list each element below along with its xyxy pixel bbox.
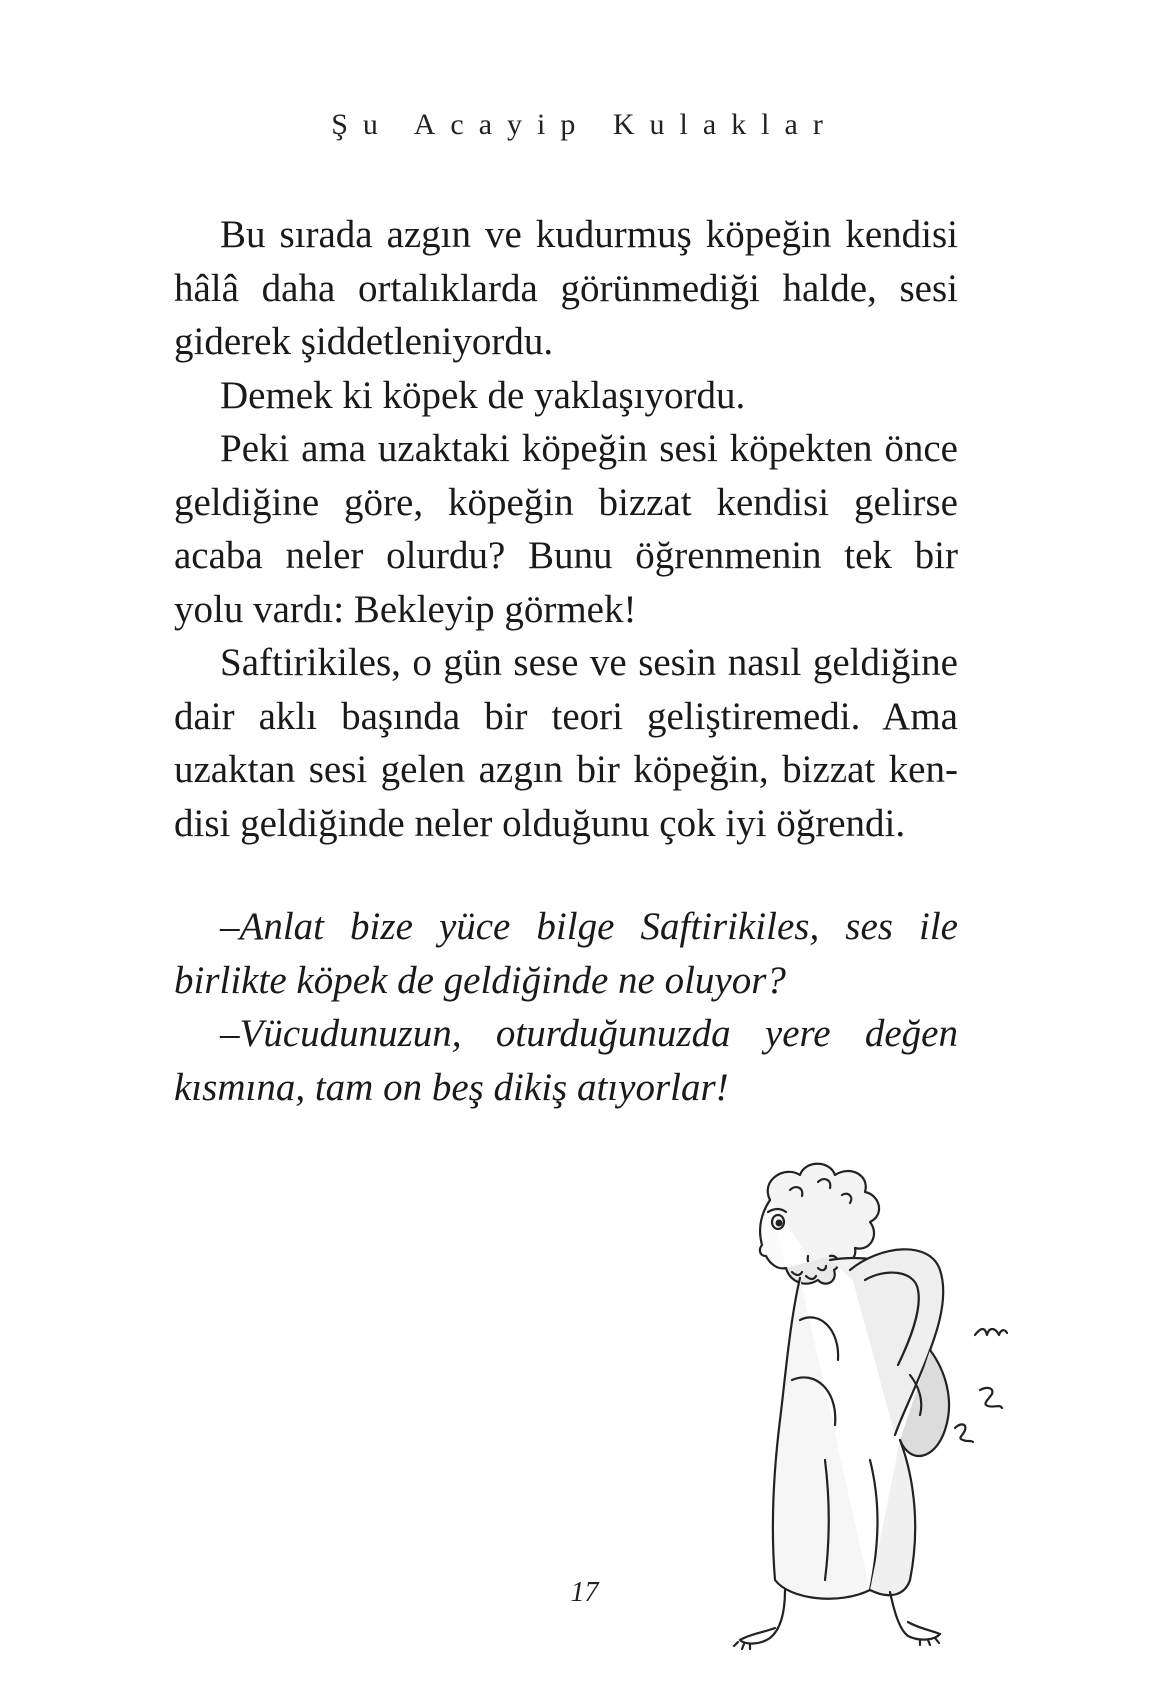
- dialogue-line: –Anlat bize yüce bilge Saftirikiles, ses ile birlikte köpek de geldiğinde ne oluyor?: [174, 905, 958, 1002]
- paragraph: Demek ki köpek de yaklaşıyordu.: [220, 373, 746, 417]
- running-head: Şu Acayip Kulaklar: [331, 108, 838, 141]
- paragraph: Peki ama uzaktaki köpeğin sesi köpekten önce geldiğine göre, köpeğin bizzat kendisi gelirse acaba neler olurdu? Bunu öğrenmenin tek bir yolu vardı: Bekleyip görmek!: [174, 427, 958, 631]
- page-number: 17: [570, 1577, 599, 1608]
- paragraph: Bu sırada azgın ve kudurmuş köpeğin kendisi hâlâ daha ortalıklarda görünmediği halde, sesi giderek şiddetleniyordu.: [174, 213, 958, 363]
- dialogue-block: [174, 900, 958, 1114]
- dialogue-line: –Vücudunuzun, oturduğunuzda yere değen kısmına, tam on beş dikiş atıyorlar!: [174, 1012, 958, 1109]
- paragraph: Saftirikiles, o gün sese ve sesin nasıl geldiğine dair aklı başında bir teori geliştiremedi. Ama uzaktan sesi gelen azgın bir köpeğin, bizzat kendisi geldiğinde neler olduğunu çok iyi öğrendi.: [174, 641, 958, 845]
- body-text: [174, 208, 958, 850]
